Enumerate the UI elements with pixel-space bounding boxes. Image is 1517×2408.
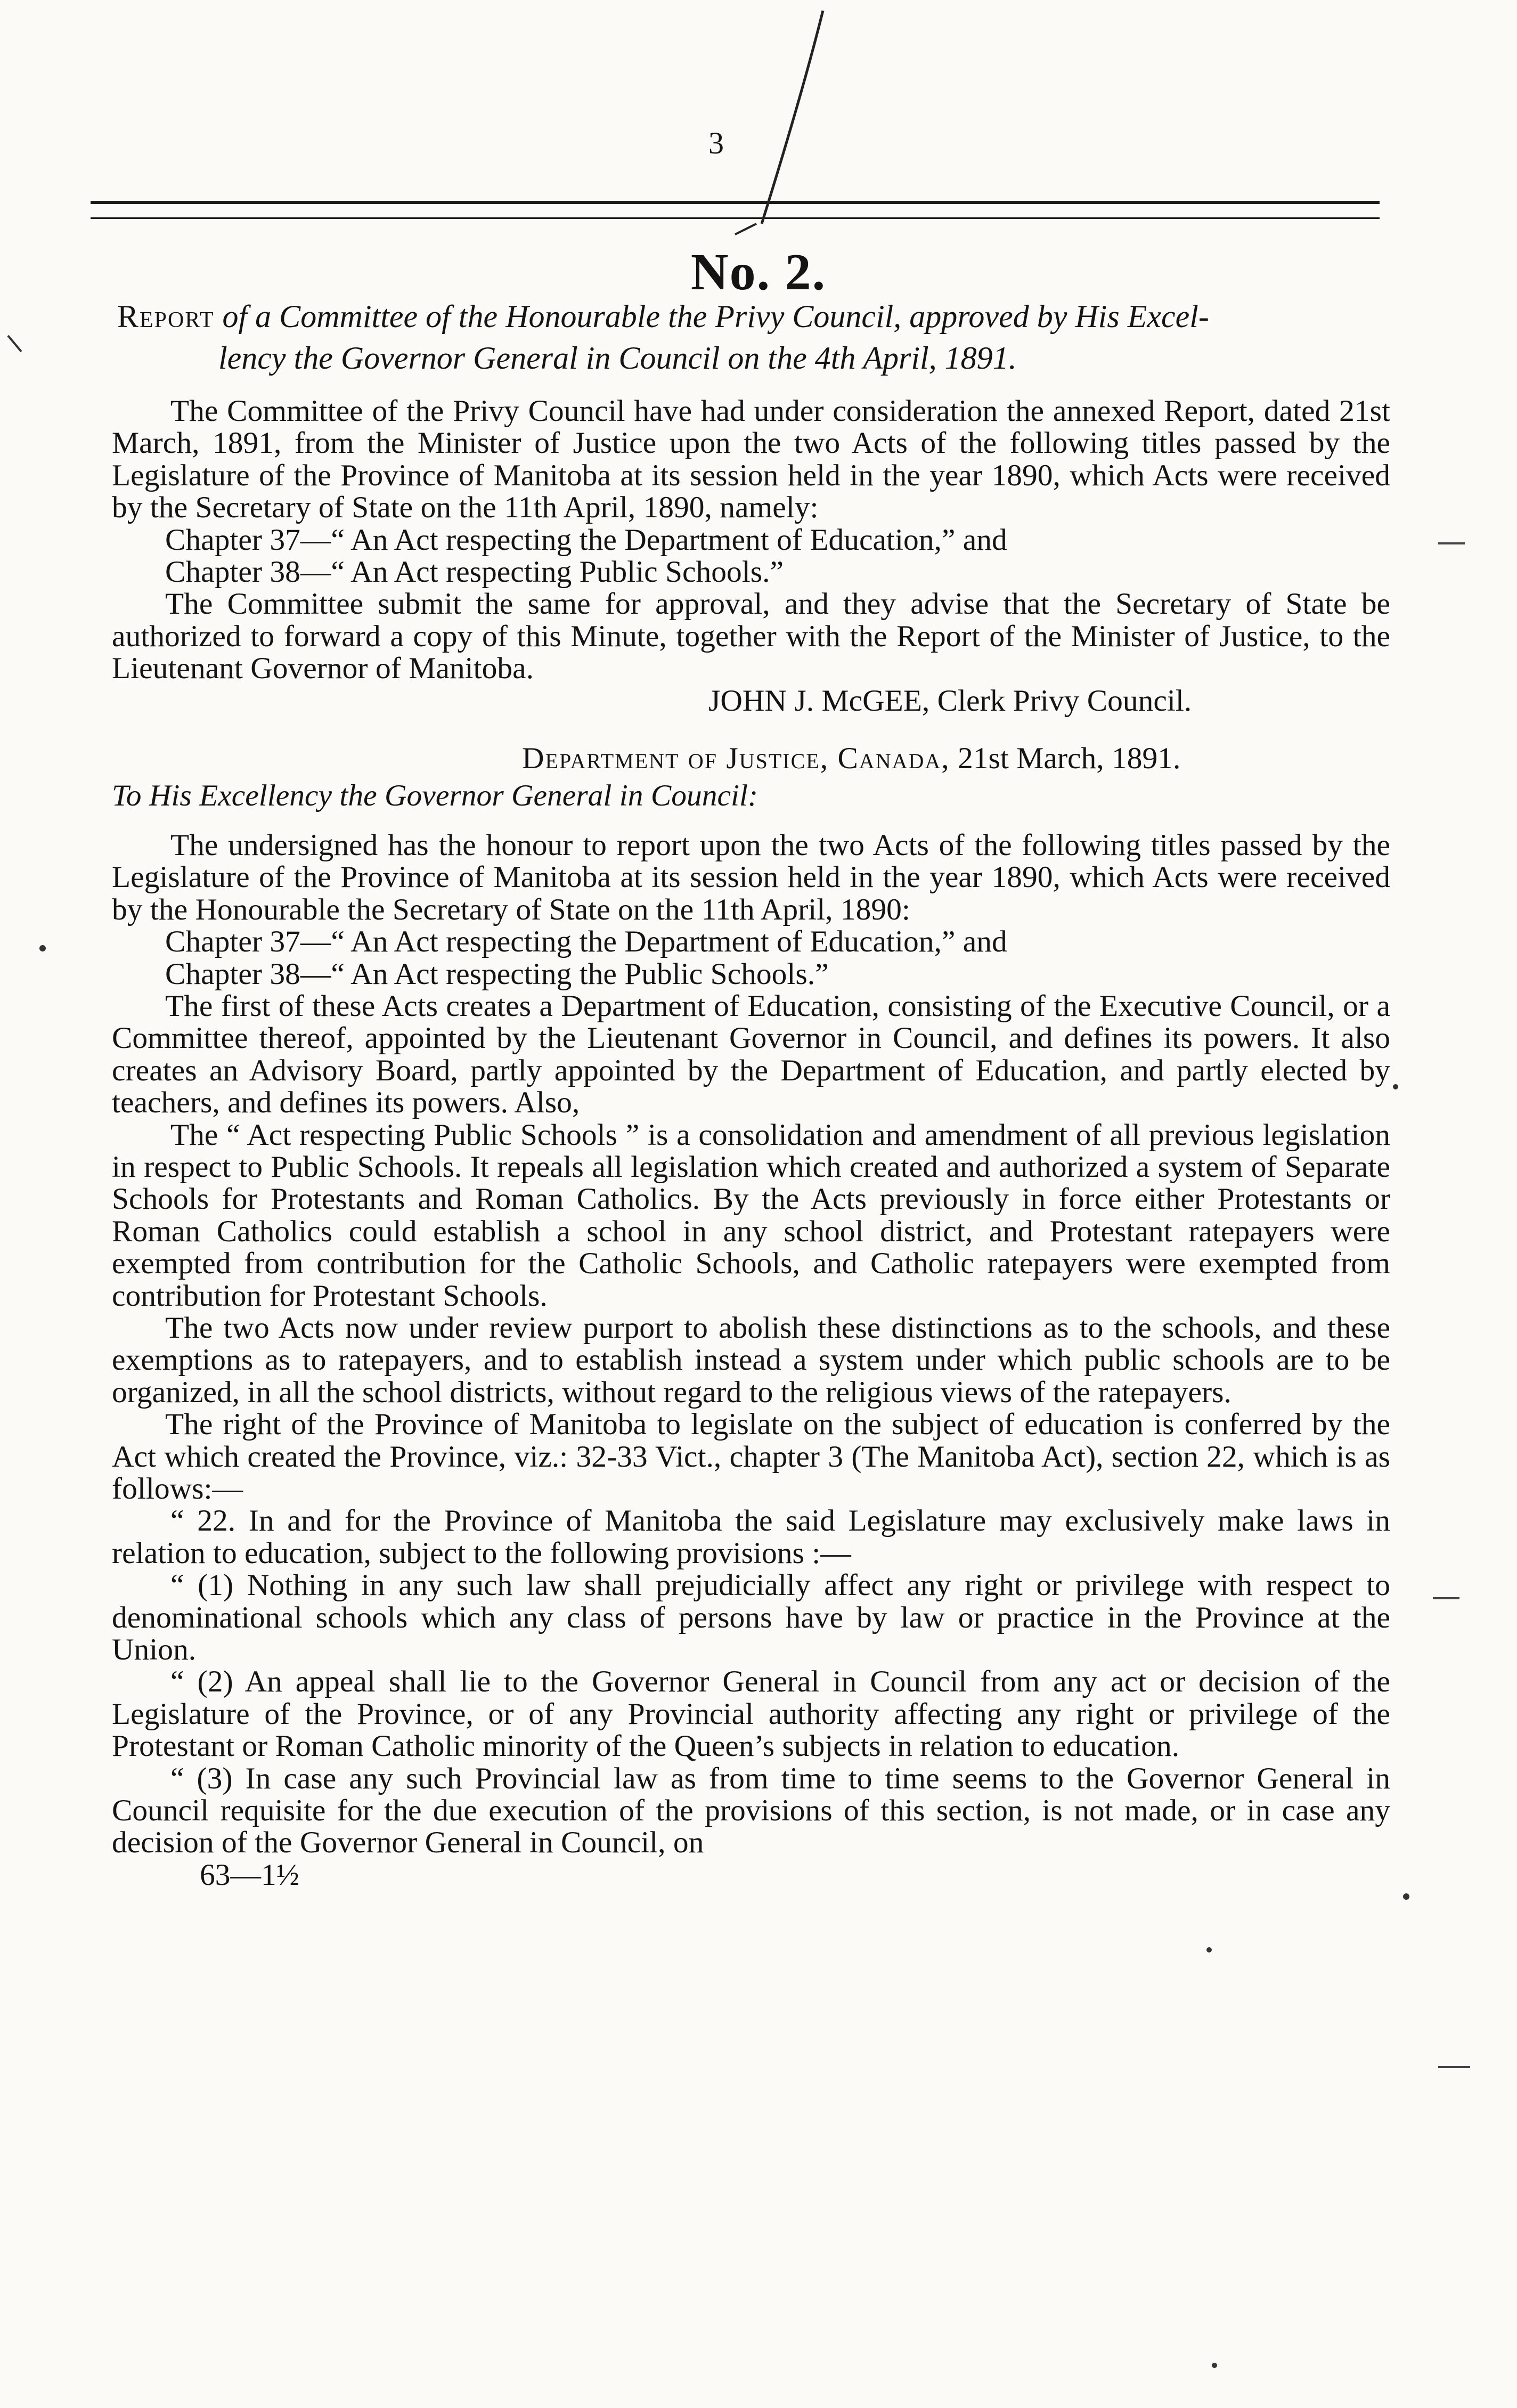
speck-1 xyxy=(1403,1893,1409,1900)
paragraph-undersigned-report: The undersigned has the honour to report upon the two Acts of the following titles passed by the Legislature of the Province of Manitoba at its session held in the year 1890, which Acts were received by the Honourable the Secretary of State on the 11th April, 1890: xyxy=(112,828,1390,926)
clerk-signature: JOHN J. McGEE, Clerk Privy Council. xyxy=(708,684,1192,718)
paragraph-two-acts: The two Acts now under review purport to abolish these distinctions as to the schools, and these exemptions as to ratepayers, and to establish instead a system under which public schools are to be organized, in all the school districts, without regard to the religious views of the ratepayers. xyxy=(112,1311,1390,1409)
report-heading-lead: Report xyxy=(117,299,215,334)
paragraph-public-schools-act: The “ Act respecting Public Schools ” is a consolidation and amendment of all previous legislation in respect to Public Schools. It repeals all legislation which created and authorized a system of Separate Schools for Protestants and Roman Catholics. By the Acts previously in force either Protestants or Roman Catholics could establish a school in any school district, and Protestant ratepayers were exempted from contribution for the Catholic Schools, and Catholic ratepayers were exempted from contribution for Protestant Schools. xyxy=(112,1118,1390,1313)
pen-stroke-mark-lower xyxy=(735,224,756,234)
chapter-38-title: Chapter 38—“ An Act respecting Public Schools.” xyxy=(165,555,784,589)
document-number: No. 2. xyxy=(690,243,827,301)
speck-5 xyxy=(1212,2363,1217,2368)
dateline xyxy=(112,743,1390,775)
page-number: 3 xyxy=(708,126,724,160)
paragraph-provision-3: “ (3) In case any such Provincial law as from time to time seems to the Governor General in Council requisite for the due execution of the provisions of this section, is not made, or in case any decision of the Governor General in Council, on xyxy=(112,1761,1390,1860)
report-heading-rest-1: of a Committee of the Honourable the Privy Council, approved by His Excel- xyxy=(222,299,1209,334)
paragraph-committee-consideration: The Committee of the Privy Council have had under consideration the annexed Report, dated 21st March, 1891, from the Minister of Justice upon the two Acts of the following titles passed by the Legislature of the Province of Manitoba at its session held in the year 1890, which Acts were received by the Secretary of State on the 11th April, 1890, namely: xyxy=(112,394,1390,525)
chapter-37-title: Chapter 37—“ An Act respecting the Department of Education,” and xyxy=(165,523,1007,557)
chapter-37-title-repeat: Chapter 37—“ An Act respecting the Department of Education,” and xyxy=(165,925,1007,959)
dateline-date: 21st March, 1891. xyxy=(958,742,1181,776)
paragraph-right-of-province: The right of the Province of Manitoba to legislate on the subject of education is conferred by the Act which created the Province, viz.: 32-33 Vict., chapter 3 (The Manitoba Act), section 22, which is as follows:— xyxy=(112,1408,1390,1506)
paragraph-committee-submit: The Committee submit the same for approval, and they advise that the Secretary of State be authorized to forward a copy of this Minute, together with the Report of the Minister of Justice, to the Lieutenant Governor of Manitoba. xyxy=(112,587,1390,686)
paragraph-provision-2: “ (2) An appeal shall lie to the Governor General in Council from any act or decision of the Legislature of the Province, or of any Provincial authority affecting any right or privilege of the Protestant or Roman Catholic minority of the Queen’s subjects in relation to education. xyxy=(112,1665,1390,1763)
document-body xyxy=(112,395,1390,1891)
chapter-38-title-repeat: Chapter 38—“ An Act respecting the Public Schools.” xyxy=(165,957,829,991)
report-heading-line-1 xyxy=(117,296,1385,337)
header-rule-thick xyxy=(91,201,1380,204)
address-line: To His Excellency the Governor General in Council: xyxy=(112,779,758,813)
margin-dash-left xyxy=(8,336,21,352)
speck-2 xyxy=(1206,1947,1212,1953)
paragraph-first-act: The first of these Acts creates a Department of Education, consisting of the Executive Council, or a Committee thereof, appointed by the Lieutenant Governor in Council, and defines its powers. It also creates an Advisory Board, partly appointed by the Department of Education, and partly elected by teachers, and defines its powers. Also, xyxy=(112,989,1390,1120)
report-heading-rest-2: lency the Governor General in Council on the 4th April, 1891. xyxy=(218,340,1017,376)
department-name: Department of Justice, Canada, xyxy=(522,742,950,776)
header-rule-thin xyxy=(91,217,1380,219)
paragraph-section-22: “ 22. In and for the Province of Manitoba the said Legislature may exclusively make laws in relation to education, subject to the following provisions :— xyxy=(112,1504,1390,1570)
speck-4 xyxy=(39,945,46,951)
paragraph-provision-1: “ (1) Nothing in any such law shall prejudicially affect any right or privilege with respect to denominational schools which any class of persons have by law or practice in the Province at the Union. xyxy=(112,1568,1390,1667)
printer-signature-mark: 63—1½ xyxy=(200,1858,299,1892)
speck-3 xyxy=(1393,1084,1398,1089)
pen-stroke-mark xyxy=(762,11,823,224)
report-heading xyxy=(117,296,1385,379)
